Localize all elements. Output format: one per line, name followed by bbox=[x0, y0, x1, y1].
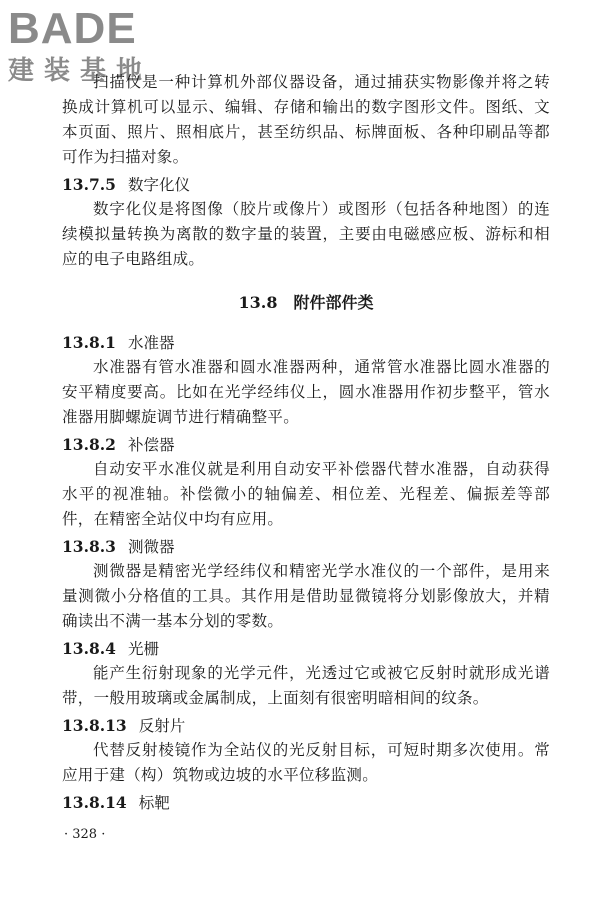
logo-brand: BADE bbox=[8, 4, 137, 53]
section-number: 13.7.5 bbox=[62, 175, 116, 194]
section-body: 自动安平水准仪就是利用自动安平补偿器代替水准器，自动获得水平的视准轴。补偿微小的轴偏差、相位差、光程差、偏振差等部件，在精密全站仪中均有应用。 bbox=[62, 460, 550, 528]
section-heading bbox=[62, 172, 550, 197]
section-heading bbox=[62, 713, 550, 738]
section-title: 水准器 bbox=[127, 334, 175, 352]
section-number: 13.8.4 bbox=[62, 639, 116, 658]
section-title: 光栅 bbox=[127, 640, 159, 658]
chapter-heading bbox=[62, 290, 550, 316]
section-body: 水准器有管水准器和圆水准器两种，通常管水准器比圆水准器的安平精度要高。比如在光学经纬仪上，圆水准器用作初步整平，管水准器用脚螺旋调节进行精确整平。 bbox=[62, 358, 550, 426]
chapter-title: 附件部件类 bbox=[293, 293, 374, 312]
section-body: 能产生衍射现象的光学元件，光透过它或被它反射时就形成光谱带，一般用玻璃或金属制成，上面刻有很密明暗相间的纹条。 bbox=[62, 664, 550, 707]
section-title: 补偿器 bbox=[127, 436, 175, 454]
section-title: 测微器 bbox=[127, 538, 175, 556]
section-heading bbox=[62, 534, 550, 559]
intro-paragraph: 扫描仪是一种计算机外部仪器设备，通过捕获实物影像并将之转换成计算机可以显示、编辑、存储和输出的数字图形文件。图纸、文本页面、照片、照相底片，甚至纺织品、标牌面板、各种印刷品等都可作为扫描对象。 bbox=[62, 73, 550, 166]
chapter-number: 13.8 bbox=[238, 293, 278, 312]
section-heading bbox=[62, 432, 550, 457]
section-title: 反射片 bbox=[138, 717, 186, 735]
section-number: 13.8.1 bbox=[62, 333, 116, 352]
section-heading bbox=[62, 636, 550, 661]
section-number: 13.8.3 bbox=[62, 537, 116, 556]
page-number: · 328 · bbox=[64, 827, 106, 842]
section-body: 数字化仪是将图像（胶片或像片）或图形（包括各种地图）的连续模拟量转换为离散的数字量的装置，主要由电磁感应板、游标和相应的电子电路组成。 bbox=[62, 200, 550, 268]
page-content bbox=[62, 70, 550, 815]
section-title: 数字化仪 bbox=[127, 176, 190, 194]
section-number: 13.8.14 bbox=[62, 793, 127, 812]
section-body: 测微器是精密光学经纬仪和精密光学水准仪的一个部件，是用来量测微小分格值的工具。其作用是借助显微镜将分划影像放大，并精确读出不满一基本分划的零数。 bbox=[62, 562, 550, 630]
section-heading bbox=[62, 790, 550, 815]
section-number: 13.8.13 bbox=[62, 716, 127, 735]
section-body: 代替反射棱镜作为全站仪的光反射目标，可短时期多次使用。常应用于建（构）筑物或边坡的水平位移监测。 bbox=[62, 741, 550, 784]
section-heading bbox=[62, 330, 550, 355]
section-number: 13.8.2 bbox=[62, 435, 116, 454]
logo-subtitle: 建装基地 bbox=[8, 56, 153, 86]
section-title: 标靶 bbox=[138, 794, 170, 812]
